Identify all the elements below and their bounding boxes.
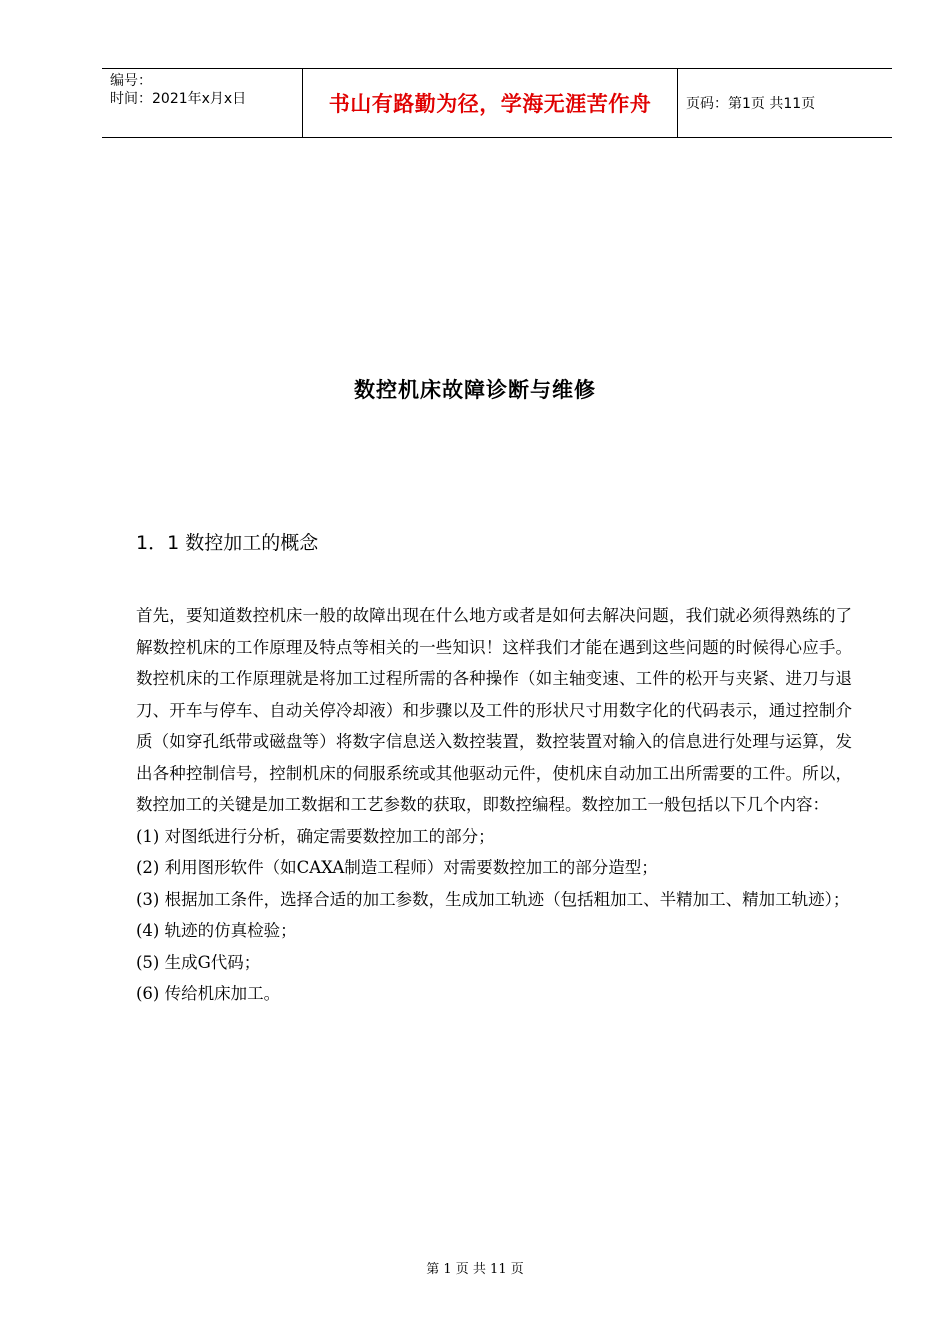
header-motto: 书山有路勤为径，学海无涯苦作舟	[303, 69, 678, 137]
list-item-step-2: (2) 利用图形软件（如CAXA制造工程师）对需要数控加工的部分造型；	[136, 858, 658, 877]
header-time-label: 时间：2021年x月x日	[110, 91, 247, 107]
document-title: 数控机床故障诊断与维修	[354, 378, 596, 402]
section-heading: 1．1 数控加工的概念	[136, 532, 319, 554]
header-number-label: 编号：	[110, 73, 152, 89]
header-meta	[102, 69, 303, 137]
page-footer: 第 1 页 共 11 页	[426, 1262, 524, 1277]
page-header	[102, 68, 892, 138]
list-item-step-3: (3) 根据加工条件，选择合适的加工参数，生成加工轨迹（包括粗加工、半精加工、精加工轨迹）；	[136, 889, 850, 909]
header-page-code: 页码：第1页 共11页	[686, 96, 816, 112]
list-item-step-4: (4) 轨迹的仿真检验；	[136, 921, 297, 940]
document-body	[136, 600, 852, 1010]
list-item-step-5: (5) 生成G代码；	[136, 952, 261, 972]
list-item-step-1: (1) 对图纸进行分析，确定需要数控加工的部分；	[136, 826, 495, 846]
list-item-step-6: (6) 传给机床加工。	[136, 984, 281, 1003]
intro-paragraph: 首先，要知道数控机床一般的故障出现在什么地方或者是如何去解决问题，我们就必须得熟练的了解数控机床的工作原理及特点等相关的一些知识！这样我们才能在遇到这些问题的时候得心应手。数控机床的工作原理就是将加工过程所需的各种操作（如主轴变速、工件的松开与夹紧、进刀与退刀、开车与停车、自动关停冷却液）和步骤以及工件的形状尺寸用数字化的代码表示，通过控制介质（如穿孔纸带或磁盘等）将数字信息送入数控装置，数控装置对输入的信息进行处理与运算，发出各种控制信号，控制机床的伺服系统或其他驱动元件，使机床自动加工出所需要的工件。所以，数控加工的关键是加工数据和工艺参数的获取，即数控编程。数控加工一般包括以下几个内容：	[136, 606, 852, 814]
